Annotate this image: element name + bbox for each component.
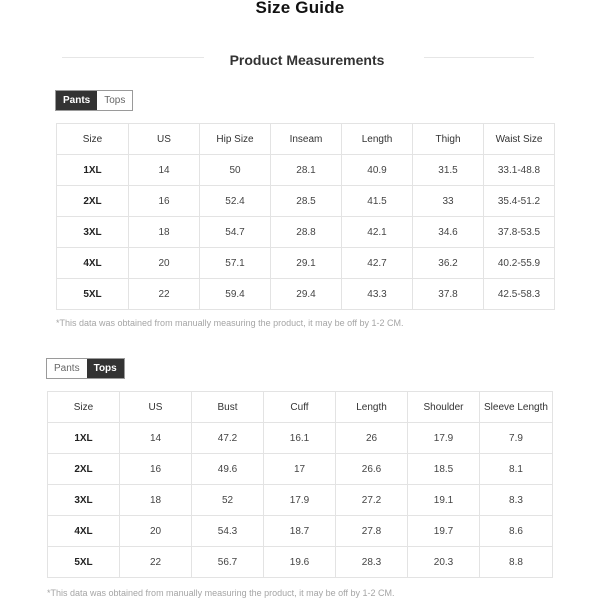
table-row bbox=[57, 186, 555, 217]
table-cell: 17.9 bbox=[408, 423, 480, 454]
table-row bbox=[57, 155, 555, 186]
table-cell: 16.1 bbox=[264, 423, 336, 454]
size-label-cell: 2XL bbox=[57, 186, 129, 217]
table-cell: 19.6 bbox=[264, 547, 336, 578]
size-label-cell: 1XL bbox=[57, 155, 129, 186]
table-cell: 40.2-55.9 bbox=[484, 248, 555, 279]
table-cell: 31.5 bbox=[413, 155, 484, 186]
section-header bbox=[0, 52, 600, 72]
table-cell: 41.5 bbox=[342, 186, 413, 217]
size-label-cell: 4XL bbox=[57, 248, 129, 279]
size-label-cell: 2XL bbox=[48, 454, 120, 485]
tops-measure-note: *This data was obtained from manually measuring the product, it may be off by 1-2 CM. bbox=[47, 588, 395, 598]
table-cell: 18 bbox=[129, 217, 200, 248]
table-cell: 27.8 bbox=[336, 516, 408, 547]
table-cell: 42.5-58.3 bbox=[484, 279, 555, 310]
table-cell: 54.7 bbox=[200, 217, 271, 248]
table-row bbox=[57, 217, 555, 248]
table-cell: 18.5 bbox=[408, 454, 480, 485]
table-cell: 56.7 bbox=[192, 547, 264, 578]
section-title: Product Measurements bbox=[229, 52, 385, 68]
table-cell: 42.7 bbox=[342, 248, 413, 279]
column-header: Size bbox=[57, 124, 129, 155]
table-cell: 27.2 bbox=[336, 485, 408, 516]
table-cell: 18.7 bbox=[264, 516, 336, 547]
table-cell: 14 bbox=[120, 423, 192, 454]
table-cell: 20.3 bbox=[408, 547, 480, 578]
table-cell: 37.8 bbox=[413, 279, 484, 310]
tab-tops[interactable]: Tops bbox=[87, 359, 124, 378]
table-cell: 33.1-48.8 bbox=[484, 155, 555, 186]
pants-tab-group bbox=[55, 90, 133, 111]
size-label-cell: 4XL bbox=[48, 516, 120, 547]
column-header: Inseam bbox=[271, 124, 342, 155]
table-cell: 18 bbox=[120, 485, 192, 516]
table-row bbox=[57, 279, 555, 310]
tab-pants[interactable]: Pants bbox=[56, 91, 97, 110]
table-row bbox=[48, 547, 553, 578]
table-header-row bbox=[48, 392, 553, 423]
table-cell: 8.3 bbox=[480, 485, 553, 516]
table-cell: 17 bbox=[264, 454, 336, 485]
table-cell: 47.2 bbox=[192, 423, 264, 454]
table-cell: 26 bbox=[336, 423, 408, 454]
table-cell: 57.1 bbox=[200, 248, 271, 279]
column-header: Waist Size bbox=[484, 124, 555, 155]
table-cell: 37.8-53.5 bbox=[484, 217, 555, 248]
column-header: Bust bbox=[192, 392, 264, 423]
column-header: Size bbox=[48, 392, 120, 423]
pants-size-table bbox=[56, 123, 555, 310]
table-cell: 28.3 bbox=[336, 547, 408, 578]
table-cell: 19.7 bbox=[408, 516, 480, 547]
tops-size-table bbox=[47, 391, 553, 578]
column-header: Sleeve Length bbox=[480, 392, 553, 423]
table-cell: 28.1 bbox=[271, 155, 342, 186]
table-cell: 43.3 bbox=[342, 279, 413, 310]
table-cell: 35.4-51.2 bbox=[484, 186, 555, 217]
column-header: US bbox=[120, 392, 192, 423]
table-cell: 49.6 bbox=[192, 454, 264, 485]
size-label-cell: 5XL bbox=[48, 547, 120, 578]
column-header: Hip Size bbox=[200, 124, 271, 155]
pants-measure-note: *This data was obtained from manually measuring the product, it may be off by 1-2 CM. bbox=[56, 318, 404, 328]
table-cell: 16 bbox=[120, 454, 192, 485]
table-cell: 52.4 bbox=[200, 186, 271, 217]
table-cell: 26.6 bbox=[336, 454, 408, 485]
table-cell: 7.9 bbox=[480, 423, 553, 454]
tops-tab-group bbox=[46, 358, 125, 379]
page-title: Size Guide bbox=[255, 0, 345, 17]
column-header: Length bbox=[342, 124, 413, 155]
table-cell: 8.8 bbox=[480, 547, 553, 578]
table-cell: 28.8 bbox=[271, 217, 342, 248]
table-cell: 17.9 bbox=[264, 485, 336, 516]
column-header: Thigh bbox=[413, 124, 484, 155]
table-cell: 29.4 bbox=[271, 279, 342, 310]
table-cell: 29.1 bbox=[271, 248, 342, 279]
table-cell: 42.1 bbox=[342, 217, 413, 248]
tab-pants[interactable]: Pants bbox=[47, 359, 87, 378]
size-label-cell: 3XL bbox=[57, 217, 129, 248]
column-header: US bbox=[129, 124, 200, 155]
table-header-row bbox=[57, 124, 555, 155]
table-cell: 34.6 bbox=[413, 217, 484, 248]
size-label-cell: 1XL bbox=[48, 423, 120, 454]
table-cell: 19.1 bbox=[408, 485, 480, 516]
table-cell: 20 bbox=[129, 248, 200, 279]
table-cell: 40.9 bbox=[342, 155, 413, 186]
column-header: Cuff bbox=[264, 392, 336, 423]
table-cell: 52 bbox=[192, 485, 264, 516]
table-cell: 14 bbox=[129, 155, 200, 186]
table-row bbox=[48, 485, 553, 516]
table-row bbox=[48, 516, 553, 547]
table-cell: 33 bbox=[413, 186, 484, 217]
table-cell: 20 bbox=[120, 516, 192, 547]
column-header: Shoulder bbox=[408, 392, 480, 423]
column-header: Length bbox=[336, 392, 408, 423]
table-cell: 54.3 bbox=[192, 516, 264, 547]
size-label-cell: 3XL bbox=[48, 485, 120, 516]
table-cell: 22 bbox=[129, 279, 200, 310]
table-cell: 50 bbox=[200, 155, 271, 186]
table-row bbox=[48, 454, 553, 485]
table-cell: 16 bbox=[129, 186, 200, 217]
size-label-cell: 5XL bbox=[57, 279, 129, 310]
table-row bbox=[48, 423, 553, 454]
table-cell: 36.2 bbox=[413, 248, 484, 279]
table-cell: 22 bbox=[120, 547, 192, 578]
table-cell: 8.6 bbox=[480, 516, 553, 547]
table-row bbox=[57, 248, 555, 279]
table-cell: 28.5 bbox=[271, 186, 342, 217]
table-cell: 59.4 bbox=[200, 279, 271, 310]
table-cell: 8.1 bbox=[480, 454, 553, 485]
tab-tops[interactable]: Tops bbox=[97, 91, 132, 110]
